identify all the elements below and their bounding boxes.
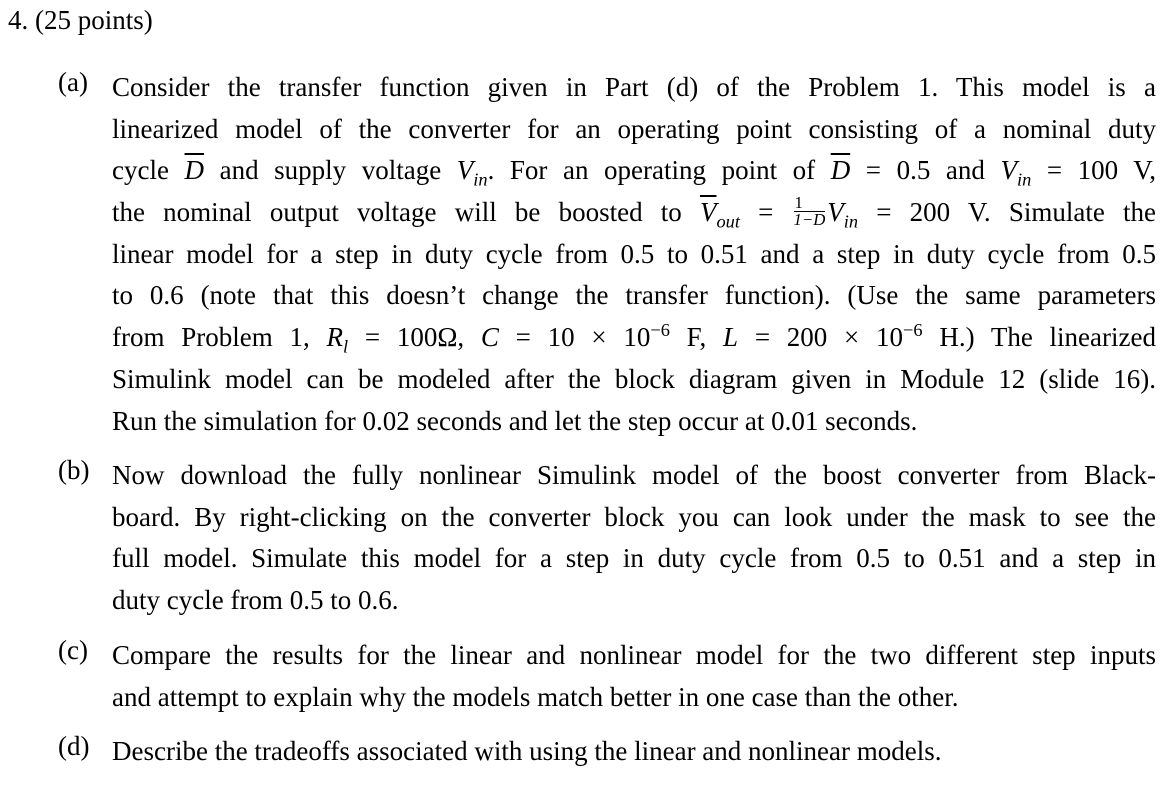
problem-number: 4. — [8, 5, 29, 35]
part-b-line-4: duty cycle from 0.5 to 0.6. — [112, 585, 399, 616]
part-a-text — [112, 67, 1156, 442]
math-R: R — [326, 322, 343, 353]
part-label-c: (c) — [58, 635, 88, 665]
part-b-line-1: Now download the fully nonlinear Simulink model of the boost converter from Black- — [112, 460, 1156, 490]
part-a-line-1: Consider the transfer function given in Part (d) of the Problem 1. This model is a — [112, 72, 1156, 102]
math-D-bar: $\overline{D}$ — [184, 155, 205, 186]
part-label-d: (d) — [58, 731, 90, 761]
part-c — [58, 635, 1156, 718]
math-V-bar: $\overline{V}$ — [699, 197, 717, 228]
math-V: V — [827, 197, 844, 228]
part-a-line-2: linearized model of the converter for an operating point consisting of a nominal duty — [112, 113, 1156, 144]
math-sub-in: in — [843, 211, 859, 232]
fraction-denominator: 1−D — [793, 210, 826, 230]
part-label-a: (a) — [58, 67, 88, 97]
part-a-line-3: cycle $\overline{D}$ and supply voltage $V_{in}$. For an operating point of $\overline{D} = 0.5$ and $V_{in} = 100$ V, — [112, 155, 1156, 190]
problem-points: (25 points) — [35, 5, 153, 35]
math-V: V — [456, 155, 474, 186]
math-C: C — [480, 322, 499, 353]
part-a-line-9: Run the simulation for 0.02 seconds and let the step occur at 0.01 seconds. — [112, 405, 918, 436]
part-a — [58, 67, 1156, 442]
problem-header — [8, 2, 153, 38]
fraction-numerator: 1 — [794, 195, 826, 213]
part-d-text — [112, 731, 1156, 773]
part-b-line-2: board. By right-clicking on the converter block you can look under the mask to see the — [112, 501, 1156, 532]
math-exp: −6 — [650, 320, 670, 341]
part-a-line-5: linear model for a step in duty cycle from 0.5 to 0.51 and a step in duty cycle from 0.5 — [112, 238, 1156, 269]
fraction — [793, 192, 826, 230]
part-c-line-1: Compare the results for the linear and nonlinear model for the two different step inputs — [112, 640, 1156, 670]
part-d — [58, 731, 1156, 773]
part-a-line-4: the nominal output voltage will be boosted to $\overline{V}_{out}$ = $\frac{1}{1-D}$ $V_{in} = 200$ V. Simulate the — [112, 192, 1156, 232]
math-sub-l: l — [342, 336, 349, 357]
part-a-line-7: from Problem 1, $R_l = 100\Omega$, $C = 10 \times 10^{-6}$ F, $L = 200 \times 10^{-6}$ H.) The linearized — [112, 320, 1156, 357]
math-sub-out: out — [716, 211, 740, 232]
part-a-line-6: to 0.6 (note that this doesn’t change the transfer function). (Use the same parameters — [112, 280, 1156, 311]
math-V: V — [1000, 155, 1017, 186]
part-c-text — [112, 635, 1156, 718]
math-D-bar: $\overline{D}$ — [830, 155, 851, 186]
math-sub-in: in — [1016, 169, 1032, 190]
part-c-line-2: and attempt to explain why the models match better in one case than the other. — [112, 681, 959, 712]
math-L: L — [723, 322, 739, 353]
part-a-line-8: Simulink model can be modeled after the block diagram given in Module 12 (slide 16). — [112, 363, 1156, 394]
part-b-text — [112, 455, 1156, 622]
math-exp: −6 — [903, 320, 923, 341]
part-b — [58, 455, 1156, 622]
part-b-line-3: full model. Simulate this model for a step in duty cycle from 0.5 to 0.51 and a step in — [112, 543, 1156, 574]
part-label-b: (b) — [58, 455, 90, 485]
part-d-line-1: Describe the tradeoffs associated with using the linear and nonlinear models. — [112, 736, 942, 766]
math-sub-in: in — [473, 169, 488, 190]
